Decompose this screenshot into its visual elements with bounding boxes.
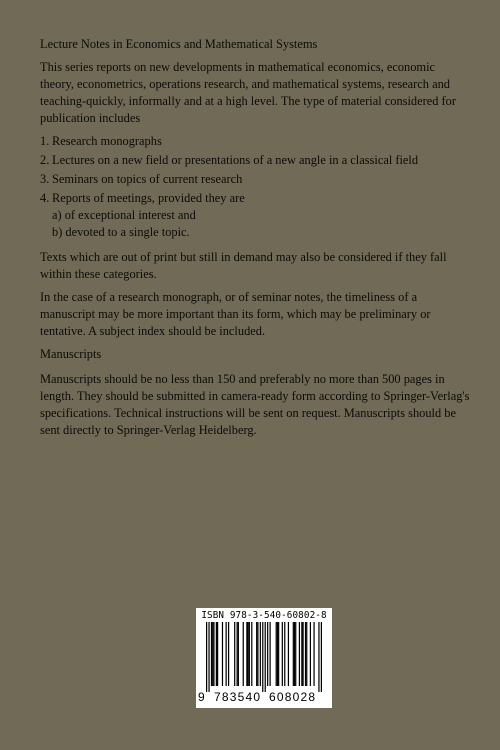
- list-item: [40, 190, 470, 241]
- barcode-bar: [288, 622, 289, 686]
- barcode-bar: [293, 622, 294, 686]
- list-item: [40, 152, 470, 169]
- barcode-left-digits: 783540: [214, 690, 262, 704]
- out-of-print-paragraph: Texts which are out of print but still in demand may also be considered if they fall within these categories.: [40, 250, 447, 281]
- barcode-bar: [321, 622, 322, 692]
- list-number: 3.: [40, 172, 50, 186]
- barcode-bar: [216, 622, 217, 686]
- barcode-bar: [301, 622, 302, 686]
- barcode-bar: [208, 622, 209, 692]
- barcode-bar: [302, 622, 303, 686]
- barcode-bar: [238, 622, 239, 686]
- barcode-bar: [306, 622, 307, 686]
- sub-list-item: a) of exceptional interest and: [52, 208, 196, 222]
- barcode-bar: [257, 622, 258, 686]
- barcode-bar: [228, 622, 229, 686]
- barcode-bar: [265, 622, 266, 692]
- barcode-bar: [277, 622, 278, 686]
- barcode-bar: [206, 622, 207, 692]
- barcode-bar: [222, 622, 223, 686]
- sub-list-item: b) devoted to a single topic.: [52, 225, 190, 239]
- list-number: 4.: [40, 191, 50, 205]
- barcode-bar: [282, 622, 283, 686]
- isbn-number: ISBN 978-3-540-60802-8: [201, 610, 327, 621]
- barcode-bar: [269, 622, 270, 686]
- list-number: 2.: [40, 153, 50, 167]
- barcode-bar: [211, 622, 212, 686]
- barcode-bar: [237, 622, 238, 686]
- barcode-bar: [260, 622, 261, 686]
- timeliness-paragraph: In the case of a research monograph, or of seminar notes, the timeliness of a manuscript may be more important than its form, which may be preliminary or tentative. A subject index should be included.: [40, 290, 431, 338]
- barcode-bars: [206, 622, 322, 692]
- barcode-bar: [318, 622, 319, 692]
- barcode-right-digits: 608028: [269, 690, 317, 704]
- barcode-bar: [267, 622, 268, 686]
- manuscripts-section: [40, 346, 470, 445]
- barcode-bar: [212, 622, 213, 686]
- barcode-bar: [262, 622, 263, 692]
- barcode-bar: [217, 622, 218, 686]
- manuscripts-heading: Manuscripts: [40, 347, 102, 361]
- barcode-bar: [256, 622, 257, 686]
- barcode-lead-digit: 9: [198, 690, 205, 704]
- barcode-bar: [249, 622, 250, 686]
- series-description: [40, 36, 470, 346]
- intro-paragraph: This series reports on new developments in mathematical economics, economic theory, econometrics, operations research, and mathematical systems, research and teaching-quickly, informally and at a high level. The type of material considered for publication includes: [40, 60, 456, 125]
- barcode-bar: [213, 622, 214, 686]
- barcode-bar: [294, 622, 295, 686]
- list-text: Reports of meetings, provided they are: [52, 191, 245, 205]
- barcode-bar: [251, 622, 252, 686]
- series-title: Lecture Notes in Economics and Mathematical Systems: [40, 37, 318, 51]
- barcode-bar: [310, 622, 311, 686]
- sub-list: [52, 207, 470, 241]
- barcode-bar: [243, 622, 244, 686]
- list-item: [40, 133, 470, 150]
- list-item: [40, 171, 470, 188]
- barcode-bar: [248, 622, 249, 686]
- isbn-barcode: [196, 608, 332, 708]
- barcode-bar: [299, 622, 300, 686]
- list-text: Research monographs: [52, 134, 162, 148]
- barcode-bar: [278, 622, 279, 686]
- manuscripts-paragraph: Manuscripts should be no less than 150 and preferably no more than 500 pages in length. They should be submitted in camera-ready form according to Springer-Verlag's specifications. Technical instructions will be sent on request. Manuscripts should be sent directly to Springer-Verlag Heidelberg.: [40, 372, 470, 437]
- barcode-bar: [234, 622, 235, 686]
- barcode-bar: [295, 622, 296, 686]
- list-text: Lectures on a new field or presentations of a new angle in a classical field: [52, 153, 419, 167]
- barcode-bar: [284, 622, 285, 686]
- list-number: 1.: [40, 134, 50, 148]
- barcode-bar: [246, 622, 247, 686]
- barcode-bar: [226, 622, 227, 686]
- barcode-bar: [313, 622, 314, 686]
- list-text: Seminars on topics of current research: [52, 172, 243, 186]
- barcode-bar: [276, 622, 277, 686]
- material-list: [40, 133, 470, 241]
- barcode-bar: [305, 622, 306, 686]
